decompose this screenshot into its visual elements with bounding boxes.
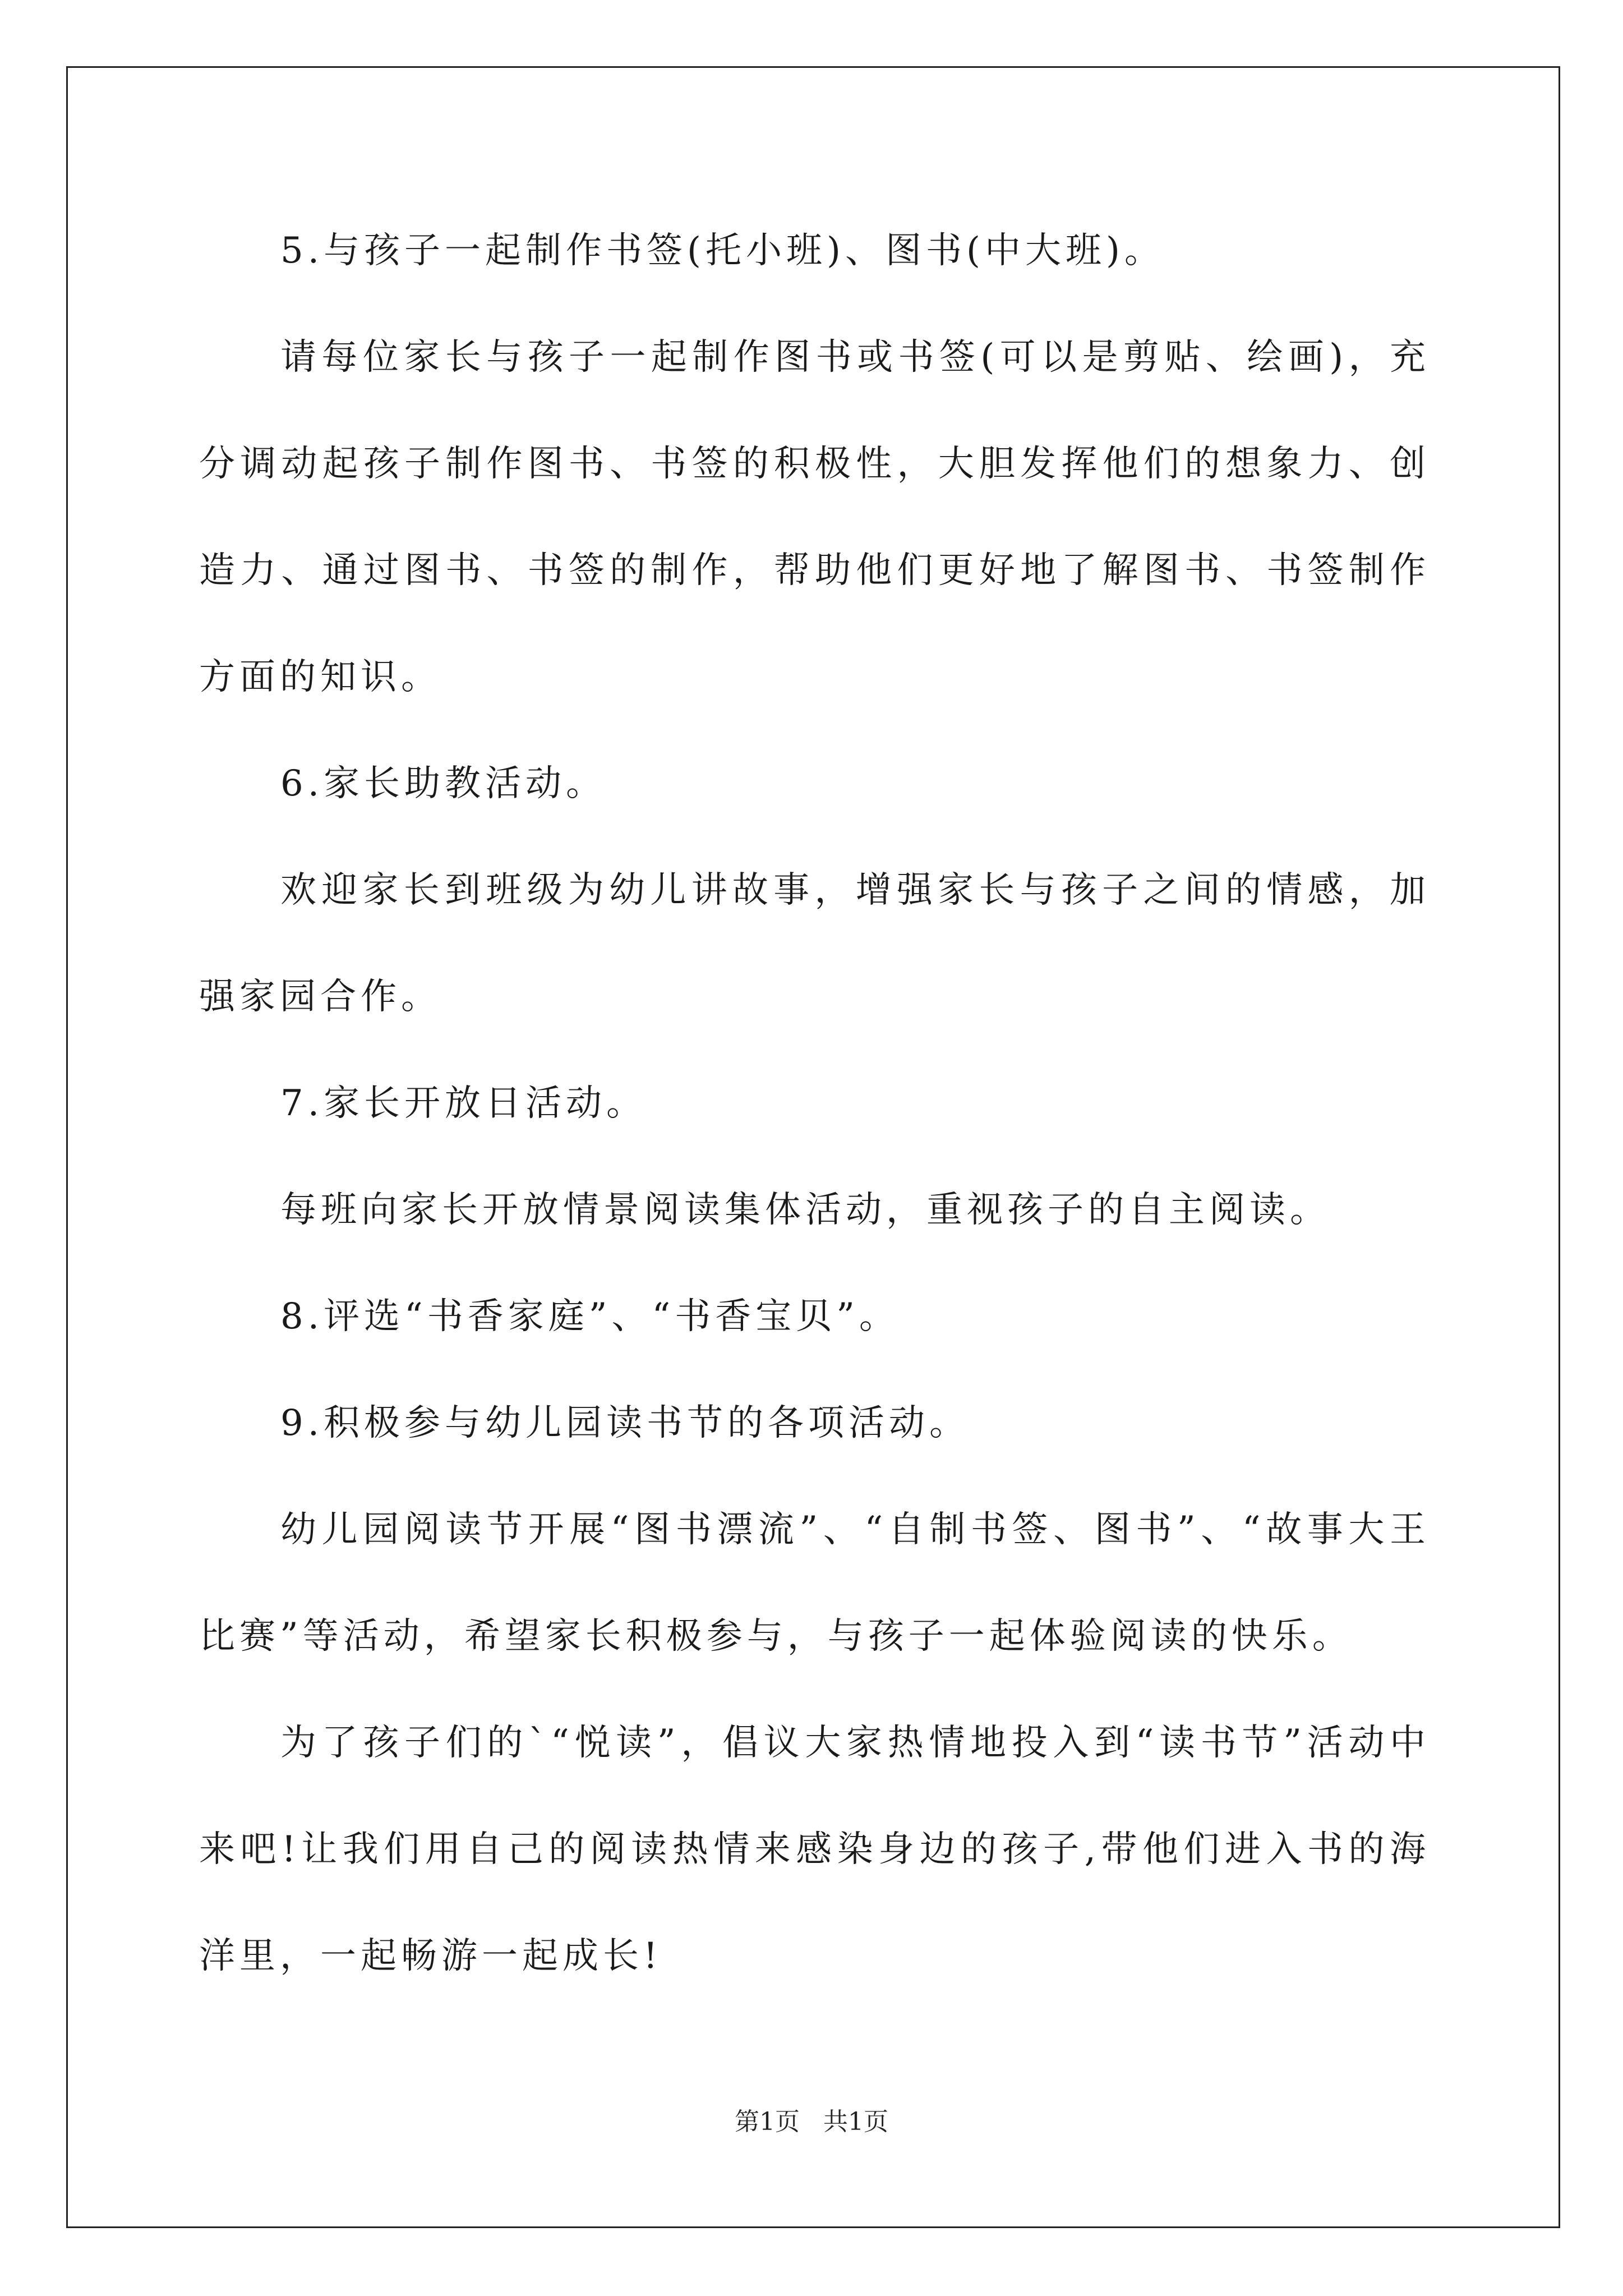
paragraph-item-5: 5.与孩子一起制作书签(托小班)、图书(中大班)。 xyxy=(280,230,1165,272)
paragraph-item-6-body: 欢迎家长到班级为幼儿讲故事，增强家长与孩子之间的情感，加强家园合作。 xyxy=(199,869,1430,1018)
paragraph-closing: 为了孩子们的`“悦读”，倡议大家热情地投入到“读书节”活动中来吧!让我们用自己的阅读热情来感染身边的孩子,带他们进入书的海洋里，一起畅游一起成长! xyxy=(199,1722,1430,1977)
paragraph-item-8: 8.评选“书香家庭”、“书香宝贝”。 xyxy=(280,1296,900,1337)
paragraph-item-6: 6.家长助教活动。 xyxy=(280,763,607,804)
paragraph-item-7-body: 每班向家长开放情景阅读集体活动，重视孩子的自主阅读。 xyxy=(280,1189,1330,1231)
paragraph-item-7: 7.家长开放日活动。 xyxy=(280,1083,647,1124)
paragraph-item-9-body: 幼儿园阅读节开展“图书漂流”、“自制书签、图书”、“故事大王比赛”等活动，希望家长积极参与，与孩子一起体验阅读的快乐。 xyxy=(199,1509,1430,1657)
page-number: 第1页 xyxy=(735,2108,800,2136)
page-total: 共1页 xyxy=(823,2108,888,2136)
paragraph-item-9: 9.积极参与幼儿园读书节的各项活动。 xyxy=(280,1402,970,1444)
paragraph-item-5-body: 请每位家长与孩子一起制作图书或书签(可以是剪贴、绘画)，充分调动起孩子制作图书、书签的积极性，大胆发挥他们的想象力、创造力、通过图书、书签的制作，帮助他们更好地了解图书、书签制作方面的知识。 xyxy=(199,337,1430,698)
page-footer xyxy=(0,2101,1623,2137)
